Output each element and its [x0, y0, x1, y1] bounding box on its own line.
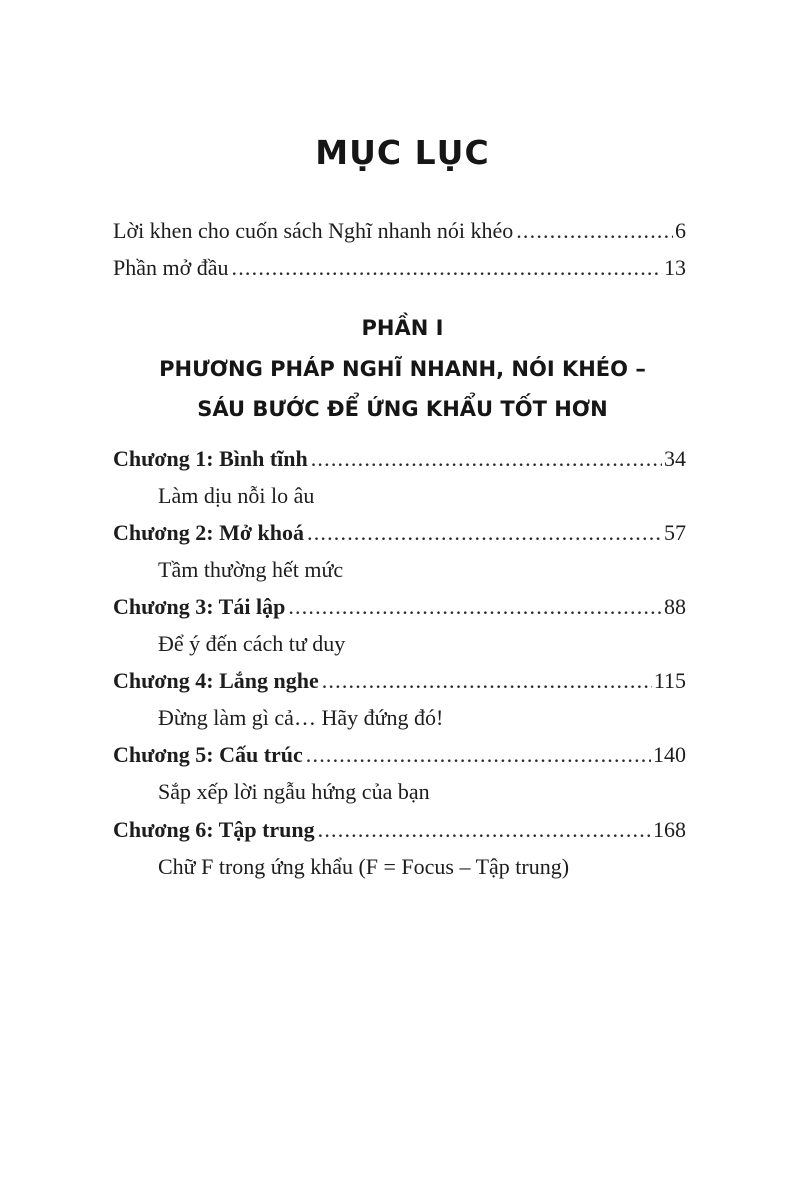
part-heading-number: PHẦN I — [361, 316, 444, 340]
chapter-label: Chương 6: Tập trung — [113, 817, 315, 842]
chapter-subtitle-5: Sắp xếp lời ngẫu hứng của bạn — [158, 779, 430, 804]
chapter-page: 34 — [664, 446, 686, 471]
chapter-label: Chương 5: Cấu trúc — [113, 742, 303, 767]
toc-entry-label: Lời khen cho cuốn sách Nghĩ nhanh nói khéo — [113, 218, 514, 243]
chapter-label: Chương 2: Mở khoá — [113, 520, 304, 545]
toc-entry-praise[interactable] — [113, 218, 686, 248]
chapter-page: 88 — [664, 594, 686, 619]
chapter-subtitle-6: Chữ F trong ứng khẩu (F = Focus – Tập trung) — [158, 854, 570, 879]
dot-leader — [318, 817, 651, 843]
chapter-entry-2[interactable] — [113, 520, 686, 550]
chapter-page: 57 — [664, 520, 686, 545]
toc-entry-page: 6 — [675, 218, 686, 243]
chapter-entry-3[interactable] — [113, 594, 686, 624]
toc-entry-page: 13 — [664, 255, 686, 280]
toc-entry-label: Phần mở đầu — [113, 255, 229, 280]
chapter-subtitle-3: Để ý đến cách tư duy — [158, 631, 346, 656]
chapter-subtitle-1: Làm dịu nỗi lo âu — [158, 483, 315, 508]
dot-leader — [311, 446, 662, 472]
chapter-label: Chương 1: Bình tĩnh — [113, 446, 308, 471]
chapter-subtitle-2: Tầm thường hết mức — [158, 557, 344, 582]
part-heading-title: PHƯƠNG PHÁP NGHĨ NHANH, NÓI KHÉO – — [159, 357, 646, 381]
dot-leader — [307, 520, 662, 546]
chapter-page: 140 — [653, 742, 686, 767]
chapter-entry-4[interactable] — [113, 668, 686, 698]
chapter-entry-5[interactable] — [113, 742, 686, 772]
chapter-label: Chương 3: Tái lập — [113, 594, 286, 619]
dot-leader — [516, 218, 673, 244]
chapter-page: 168 — [653, 817, 686, 842]
chapter-entry-1[interactable] — [113, 446, 686, 476]
chapter-page: 115 — [653, 668, 686, 693]
dot-leader — [288, 594, 662, 620]
dot-leader — [322, 668, 652, 694]
page-title: MỤC LỤC — [315, 133, 490, 172]
toc-entry-introduction[interactable] — [113, 255, 686, 285]
part-heading-subtitle: SÁU BƯỚC ĐỂ ỨNG KHẨU TỐT HƠN — [197, 397, 608, 421]
chapter-subtitle-4: Đừng làm gì cả… Hãy đứng đó! — [158, 705, 444, 730]
chapter-label: Chương 4: Lắng nghe — [113, 668, 319, 693]
dot-leader — [232, 255, 662, 281]
chapter-entry-6[interactable] — [113, 817, 686, 847]
dot-leader — [306, 742, 651, 768]
